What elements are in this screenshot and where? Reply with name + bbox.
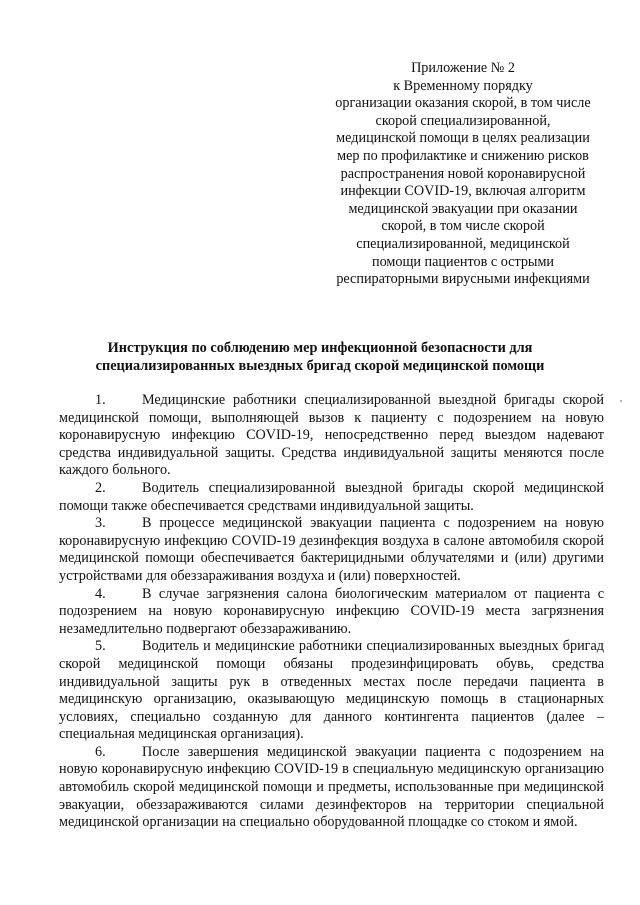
title-line-2: специализированных выездных бригад скорой медицинской помощи	[95, 358, 545, 374]
header-line: респираторными вирусными инфекциями	[336, 271, 590, 288]
paragraph-text: В процессе медицинской эвакуации пациента с подозрением на новую коронавирусную инфекцию COVID-19 дезинфекция воздуха в салоне автомобиля скорой медицинской помощи обеспечивается бактерицидными облучателями и (или) другими устройствами для обеззараживания воздуха и (или) поверхностей.	[59, 515, 604, 584]
appendix-header	[322, 60, 604, 289]
paragraph-number: 5.	[95, 638, 106, 655]
paragraph-1	[59, 392, 604, 480]
paragraph-6	[59, 744, 604, 832]
paragraph-4	[59, 586, 604, 639]
header-line: помощи пациентов с острыми	[371, 253, 555, 270]
paragraph-text: Водитель и медицинские работники специализированных выездных бригад скорой медицинской помощи обязаны продезинфицировать обувь, средства индивидуальной защиты рук в отведенных местах после передачи пациента в медицинскую организацию, оказывающую медицинскую помощь в стационарных условиях, специально созданную для данного контингента пациентов (далее – специальная медицинская организация).	[59, 638, 604, 743]
scan-speck	[620, 400, 622, 402]
paragraph-text: После завершения медицинской эвакуации пациента с подозрением на новую коронавирусную инфекцию COVID-19 в специальную медицинскую организацию автомобиль скорой медицинской помощи и предметы, использованные при медицинской эвакуации, обеззараживаются силами дезинфекторов на территории специальной медицинской организации на специально оборудованной площадке со стоком и ямой.	[59, 743, 604, 831]
header-line: организации оказания скорой, в том числе	[335, 95, 591, 112]
paragraph-2	[59, 480, 604, 515]
header-line: распространения новой коронавирусной	[340, 165, 586, 182]
paragraph-text: Медицинские работники специализированной выездной бригады скорой медицинской помощи, выполняющей вызов к пациенту с подозрением на новую коронавирусную инфекцию COVID-19, непосредственно перед выездом надевают средства индивидуальной защиты. Средства индивидуальной защиты меняются после каждого больного.	[59, 392, 604, 479]
header-line: скорой, в том числе скорой	[381, 218, 545, 235]
paragraph-number: 6.	[95, 743, 106, 760]
header-line: к Временному порядку	[393, 77, 533, 94]
paragraph-text: Водитель специализированной выездной бригады скорой медицинской помощи также обеспечивается средствами индивидуальной защиты.	[59, 479, 604, 514]
paragraph-number: 2.	[95, 479, 106, 496]
header-line: мер по профилактике и снижению рисков	[337, 147, 589, 164]
header-line: инфекции COVID-19, включая алгоритм	[340, 183, 586, 200]
document-title	[40, 339, 600, 375]
paragraph-number: 3.	[95, 515, 106, 532]
document-body	[59, 392, 604, 832]
paragraph-text: В случае загрязнения салона биологическим материалом от пациента с подозрением на новую коронавирусную инфекцию COVID-19 места загрязнения незамедлительно подвергают обеззараживанию.	[59, 585, 604, 637]
title-line-1: Инструкция по соблюдению мер инфекционной безопасности для	[107, 340, 533, 356]
paragraph-number: 1.	[95, 392, 106, 408]
paragraph-number: 4.	[95, 585, 106, 602]
header-line: Приложение № 2	[411, 60, 515, 76]
header-line: специализированной, медицинской	[356, 235, 570, 252]
header-line: медицинской помощи в целях реализации	[336, 130, 590, 147]
header-line: медицинской эвакуации при оказании	[348, 200, 578, 217]
paragraph-5	[59, 638, 604, 744]
header-line: скорой специализированной,	[375, 112, 551, 129]
paragraph-3	[59, 515, 604, 585]
